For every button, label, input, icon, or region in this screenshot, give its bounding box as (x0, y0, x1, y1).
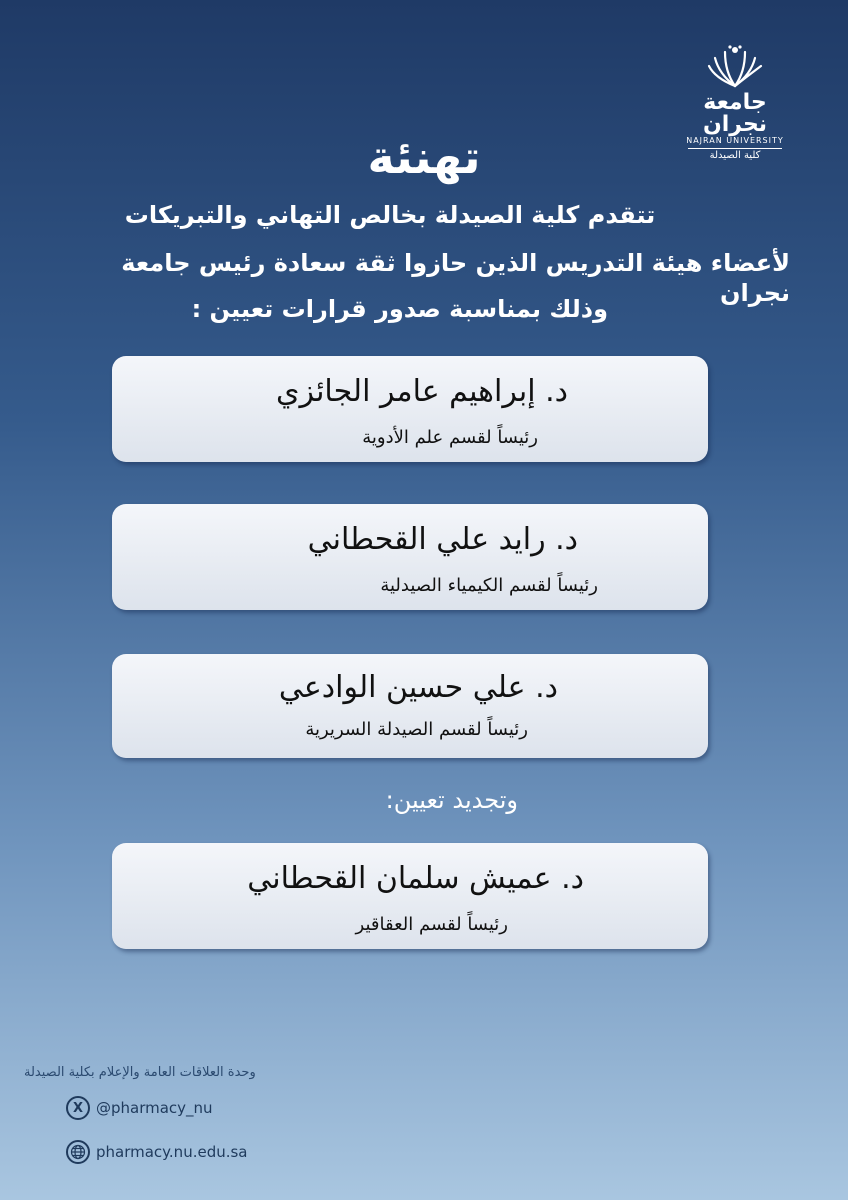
intro-line-3: وذلك بمناسبة صدور قرارات تعيين : (191, 295, 608, 323)
intro-line-1: تتقدم كلية الصيدلة بخالص التهاني والتبريكات (124, 201, 656, 229)
website-link[interactable] (66, 1138, 248, 1166)
appointee-name: د. إبراهيم عامر الجائزي (276, 374, 568, 409)
intro-line-2: لأعضاء هيئة التدريس الذين حازوا ثقة سعادة رئيس جامعة نجران (121, 249, 790, 307)
appointee-name: د. عميش سلمان القحطاني (247, 861, 584, 896)
appointment-card (112, 654, 708, 758)
appointee-name: د. رايد علي القحطاني (307, 522, 578, 557)
x-social-link[interactable] (66, 1094, 213, 1122)
appointee-role: رئيساً لقسم الصيدلة السريرية (305, 719, 528, 740)
appointment-card (112, 356, 708, 462)
x-handle: @pharmacy_nu (96, 1099, 213, 1117)
logo-arabic-name: جامعة نجران (702, 90, 768, 137)
appointment-card (112, 504, 708, 610)
renewal-heading: وتجديد تعيين: (385, 786, 518, 814)
website-url: pharmacy.nu.edu.sa (96, 1143, 248, 1161)
globe-icon (66, 1140, 90, 1164)
appointee-role: رئيساً لقسم علم الأدوية (362, 427, 538, 448)
logo-emblem-icon (705, 44, 765, 90)
x-icon: X (66, 1096, 90, 1120)
footer-unit-name: وحدة العلاقات العامة والإعلام بكلية الصيدلة (24, 1065, 256, 1080)
logo-english-name: NAJRAN UNIVERSITY (686, 136, 784, 145)
renewal-card (112, 843, 708, 949)
appointee-name: د. علي حسين الوادعي (278, 670, 558, 705)
logo-college-name: كلية الصيدلة (688, 148, 782, 163)
appointee-role: رئيساً لقسم الكيمياء الصيدلية (380, 575, 598, 596)
page-title: تهنئة (367, 130, 481, 184)
appointee-role: رئيساً لقسم العقاقير (355, 914, 508, 935)
